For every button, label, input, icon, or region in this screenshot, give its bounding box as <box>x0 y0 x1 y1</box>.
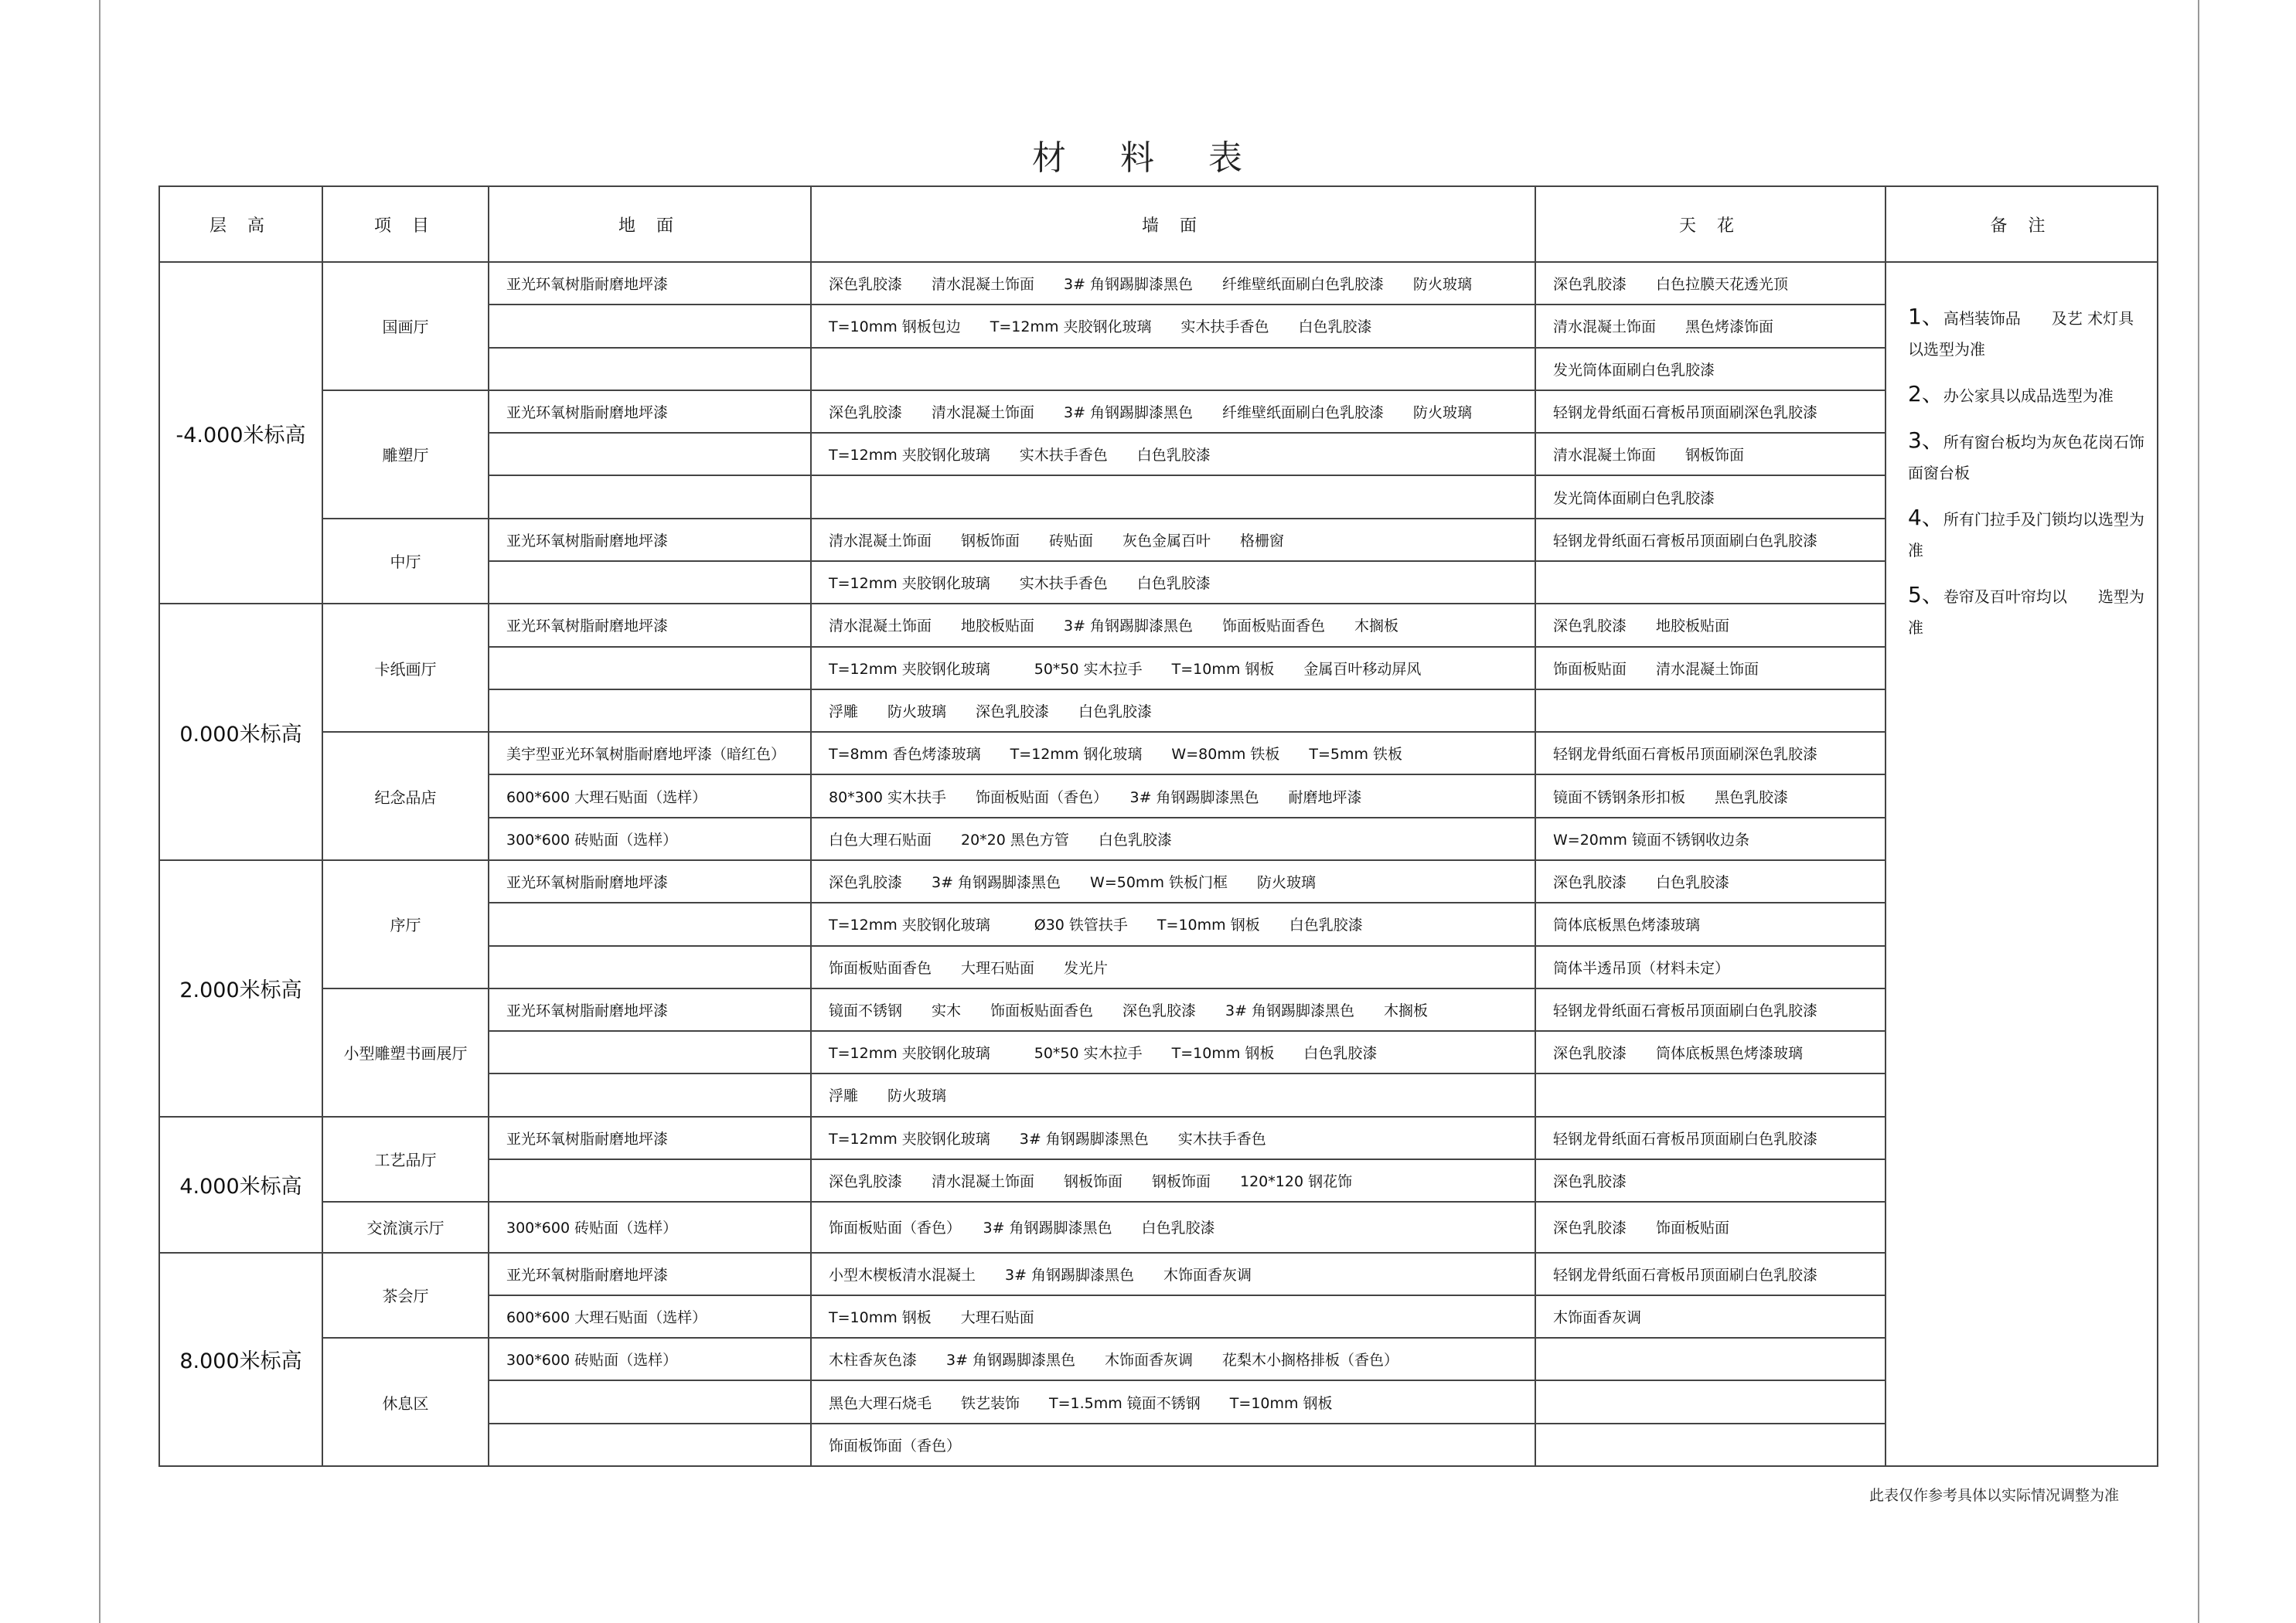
ceiling-cell: 深色乳胶漆 饰面板贴面 <box>1535 1202 1886 1252</box>
wall-cell: T=10mm 钢板 大理石贴面 <box>811 1295 1535 1338</box>
ceiling-cell <box>1535 561 1886 604</box>
wall-cell: T=12mm 夹胶钢化玻璃 实木扶手香色 白色乳胶漆 <box>811 561 1535 604</box>
wall-cell: T=12mm 夹胶钢化玻璃 50*50 实木拉手 T=10mm 钢板 金属百叶移动屏风 <box>811 647 1535 689</box>
remark-item <box>1908 502 2146 566</box>
header-ceiling: 天 花 <box>1535 186 1886 262</box>
ceiling-cell: 轻钢龙骨纸面石膏板吊顶面刷白色乳胶漆 <box>1535 519 1886 561</box>
ceiling-cell: 发光筒体面刷白色乳胶漆 <box>1535 348 1886 390</box>
table-row <box>159 1338 2158 1380</box>
floor-cell <box>489 647 811 689</box>
ceiling-cell: 清水混凝土饰面 黑色烤漆饰面 <box>1535 305 1886 347</box>
table-row <box>159 1202 2158 1252</box>
floor-cell <box>489 1031 811 1073</box>
wall-cell: 饰面板饰面（香色） <box>811 1424 1535 1466</box>
ceiling-cell: 轻钢龙骨纸面石膏板吊顶面刷白色乳胶漆 <box>1535 1253 1886 1295</box>
footnote: 此表仅作参考具体以实际情况调整为准 <box>1869 1487 2120 1504</box>
level-cell: 2.000米标高 <box>159 860 322 1117</box>
item-cell: 中厅 <box>322 519 489 604</box>
floor-cell: 亚光环氧树脂耐磨地坪漆 <box>489 860 811 903</box>
floor-cell <box>489 1073 811 1116</box>
wall-cell <box>811 475 1535 518</box>
table-row <box>159 519 2158 561</box>
wall-cell: T=10mm 钢板包边 T=12mm 夹胶钢化玻璃 实木扶手香色 白色乳胶漆 <box>811 305 1535 347</box>
ceiling-cell: 深色乳胶漆 白色乳胶漆 <box>1535 860 1886 903</box>
wall-cell: 深色乳胶漆 清水混凝土饰面 钢板饰面 钢板饰面 120*120 钢花饰 <box>811 1159 1535 1202</box>
table-row <box>159 1253 2158 1295</box>
wall-cell: 深色乳胶漆 3# 角钢踢脚漆黑色 W=50mm 铁板门框 防火玻璃 <box>811 860 1535 903</box>
wall-cell: T=12mm 夹胶钢化玻璃 Ø30 铁管扶手 T=10mm 钢板 白色乳胶漆 <box>811 903 1535 945</box>
wall-cell: T=12mm 夹胶钢化玻璃 50*50 实木拉手 T=10mm 钢板 白色乳胶漆 <box>811 1031 1535 1073</box>
floor-cell: 300*600 砖贴面（选样） <box>489 1338 811 1380</box>
table-row <box>159 988 2158 1031</box>
ceiling-cell: 轻钢龙骨纸面石膏板吊顶面刷白色乳胶漆 <box>1535 1117 1886 1159</box>
remark-item <box>1908 580 2146 643</box>
floor-cell <box>489 1380 811 1423</box>
remark-number: 5、 <box>1908 582 1943 607</box>
wall-cell: 饰面板贴面（香色） 3# 角钢踢脚漆黑色 白色乳胶漆 <box>811 1202 1535 1252</box>
right-border-line <box>2198 0 2199 1623</box>
floor-cell: 亚光环氧树脂耐磨地坪漆 <box>489 1253 811 1295</box>
floor-cell: 300*600 砖贴面（选样） <box>489 818 811 860</box>
wall-cell: 80*300 实木扶手 饰面板贴面（香色） 3# 角钢踢脚漆黑色 耐磨地坪漆 <box>811 774 1535 817</box>
floor-cell: 亚光环氧树脂耐磨地坪漆 <box>489 262 811 305</box>
item-cell: 序厅 <box>322 860 489 988</box>
remark-number: 2、 <box>1908 381 1943 407</box>
item-cell: 国画厅 <box>322 262 489 390</box>
floor-cell: 亚光环氧树脂耐磨地坪漆 <box>489 1117 811 1159</box>
item-cell: 茶会厅 <box>322 1253 489 1339</box>
wall-cell: 白色大理石贴面 20*20 黑色方管 白色乳胶漆 <box>811 818 1535 860</box>
header-item: 项 目 <box>322 186 489 262</box>
floor-cell: 亚光环氧树脂耐磨地坪漆 <box>489 988 811 1031</box>
ceiling-cell: 深色乳胶漆 白色拉膜天花透光顶 <box>1535 262 1886 305</box>
ceiling-cell <box>1535 689 1886 732</box>
item-cell: 纪念品店 <box>322 732 489 860</box>
ceiling-cell: 深色乳胶漆 <box>1535 1159 1886 1202</box>
wall-cell: 清水混凝土饰面 钢板饰面 砖贴面 灰色金属百叶 格栅窗 <box>811 519 1535 561</box>
table-row <box>159 390 2158 433</box>
floor-cell <box>489 946 811 988</box>
floor-cell <box>489 903 811 945</box>
remarks-cell <box>1886 262 2158 1466</box>
wall-cell: T=8mm 香色烤漆玻璃 T=12mm 钢化玻璃 W=80mm 铁板 T=5mm 铁板 <box>811 732 1535 774</box>
ceiling-cell <box>1535 1338 1886 1380</box>
ceiling-cell <box>1535 1424 1886 1466</box>
remark-number: 4、 <box>1908 505 1943 530</box>
item-cell: 工艺品厅 <box>322 1117 489 1203</box>
floor-cell <box>489 561 811 604</box>
ceiling-cell: 轻钢龙骨纸面石膏板吊顶面刷深色乳胶漆 <box>1535 390 1886 433</box>
floor-cell <box>489 689 811 732</box>
wall-cell: 镜面不锈钢 实木 饰面板贴面香色 深色乳胶漆 3# 角钢踢脚漆黑色 木搁板 <box>811 988 1535 1031</box>
floor-cell: 300*600 砖贴面（选样） <box>489 1202 811 1252</box>
remark-number: 3、 <box>1908 427 1943 453</box>
header-wall: 墙 面 <box>811 186 1535 262</box>
table-row <box>159 262 2158 305</box>
ceiling-cell: 轻钢龙骨纸面石膏板吊顶面刷白色乳胶漆 <box>1535 988 1886 1031</box>
table-row <box>159 604 2158 646</box>
remark-item <box>1908 425 2146 488</box>
floor-cell: 600*600 大理石贴面（选样） <box>489 1295 811 1338</box>
ceiling-cell: 镜面不锈钢条形扣板 黑色乳胶漆 <box>1535 774 1886 817</box>
item-cell: 休息区 <box>322 1338 489 1466</box>
floor-cell <box>489 305 811 347</box>
wall-cell: 清水混凝土饰面 地胶板贴面 3# 角钢踢脚漆黑色 饰面板贴面香色 木搁板 <box>811 604 1535 646</box>
table-header-row <box>159 186 2158 262</box>
remark-number: 1、 <box>1908 304 1943 329</box>
floor-cell: 600*600 大理石贴面（选样） <box>489 774 811 817</box>
floor-cell <box>489 348 811 390</box>
wall-cell: 深色乳胶漆 清水混凝土饰面 3# 角钢踢脚漆黑色 纤维壁纸面刷白色乳胶漆 防火玻璃 <box>811 262 1535 305</box>
floor-cell <box>489 1424 811 1466</box>
ceiling-cell <box>1535 1073 1886 1116</box>
floor-cell: 亚光环氧树脂耐磨地坪漆 <box>489 604 811 646</box>
header-level: 层 高 <box>159 186 322 262</box>
wall-cell: T=12mm 夹胶钢化玻璃 实木扶手香色 白色乳胶漆 <box>811 433 1535 475</box>
floor-cell <box>489 475 811 518</box>
ceiling-cell: 木饰面香灰调 <box>1535 1295 1886 1338</box>
ceiling-cell: 饰面板贴面 清水混凝土饰面 <box>1535 647 1886 689</box>
ceiling-cell: 轻钢龙骨纸面石膏板吊顶面刷深色乳胶漆 <box>1535 732 1886 774</box>
wall-cell: 黑色大理石烧毛 铁艺装饰 T=1.5mm 镜面不锈钢 T=10mm 钢板 <box>811 1380 1535 1423</box>
ceiling-cell: 发光筒体面刷白色乳胶漆 <box>1535 475 1886 518</box>
header-floor: 地 面 <box>489 186 811 262</box>
level-cell: -4.000米标高 <box>159 262 322 604</box>
page-title: 材 料 表 <box>1032 138 1264 178</box>
ceiling-cell <box>1535 1380 1886 1423</box>
table-row <box>159 860 2158 903</box>
floor-cell <box>489 1159 811 1202</box>
item-cell: 卡纸画厅 <box>322 604 489 732</box>
wall-cell: 小型木楔板清水混凝土 3# 角钢踢脚漆黑色 木饰面香灰调 <box>811 1253 1535 1295</box>
wall-cell: 浮雕 防火玻璃 <box>811 1073 1535 1116</box>
ceiling-cell: 筒体半透吊顶（材料未定） <box>1535 946 1886 988</box>
item-cell: 雕塑厅 <box>322 390 489 519</box>
materials-table <box>158 185 2158 1467</box>
remark-item <box>1908 379 2146 411</box>
floor-cell: 美宇型亚光环氧树脂耐磨地坪漆（暗红色） <box>489 732 811 774</box>
table-row <box>159 1117 2158 1159</box>
table-row <box>159 732 2158 774</box>
remark-text: 办公家具以成品选型为准 <box>1943 386 2114 405</box>
floor-cell <box>489 433 811 475</box>
remark-item <box>1908 301 2146 365</box>
wall-cell: 深色乳胶漆 清水混凝土饰面 3# 角钢踢脚漆黑色 纤维壁纸面刷白色乳胶漆 防火玻璃 <box>811 390 1535 433</box>
ceiling-cell: W=20mm 镜面不锈钢收边条 <box>1535 818 1886 860</box>
wall-cell: 浮雕 防火玻璃 深色乳胶漆 白色乳胶漆 <box>811 689 1535 732</box>
ceiling-cell: 清水混凝土饰面 钢板饰面 <box>1535 433 1886 475</box>
item-cell: 交流演示厅 <box>322 1202 489 1252</box>
wall-cell: T=12mm 夹胶钢化玻璃 3# 角钢踢脚漆黑色 实木扶手香色 <box>811 1117 1535 1159</box>
left-border-line <box>99 0 100 1623</box>
ceiling-cell: 深色乳胶漆 筒体底板黑色烤漆玻璃 <box>1535 1031 1886 1073</box>
floor-cell: 亚光环氧树脂耐磨地坪漆 <box>489 519 811 561</box>
remark-text: 高档装饰品 及艺 术灯具以选型为准 <box>1908 309 2134 359</box>
item-cell: 小型雕塑书画展厅 <box>322 988 489 1117</box>
ceiling-cell: 筒体底板黑色烤漆玻璃 <box>1535 903 1886 945</box>
remark-text: 卷帘及百叶帘均以 选型为准 <box>1908 587 2144 637</box>
level-cell: 0.000米标高 <box>159 604 322 860</box>
remark-text: 所有门拉手及门锁均以选型为准 <box>1908 510 2144 560</box>
header-remarks: 备 注 <box>1886 186 2158 262</box>
wall-cell: 木柱香灰色漆 3# 角钢踢脚漆黑色 木饰面香灰调 花梨木小搁格排板（香色） <box>811 1338 1535 1380</box>
floor-cell: 亚光环氧树脂耐磨地坪漆 <box>489 390 811 433</box>
wall-cell <box>811 348 1535 390</box>
wall-cell: 饰面板贴面香色 大理石贴面 发光片 <box>811 946 1535 988</box>
ceiling-cell: 深色乳胶漆 地胶板贴面 <box>1535 604 1886 646</box>
remark-text: 所有窗台板均为灰色花岗石饰面窗台板 <box>1908 433 2144 482</box>
level-cell: 4.000米标高 <box>159 1117 322 1253</box>
level-cell: 8.000米标高 <box>159 1253 322 1466</box>
